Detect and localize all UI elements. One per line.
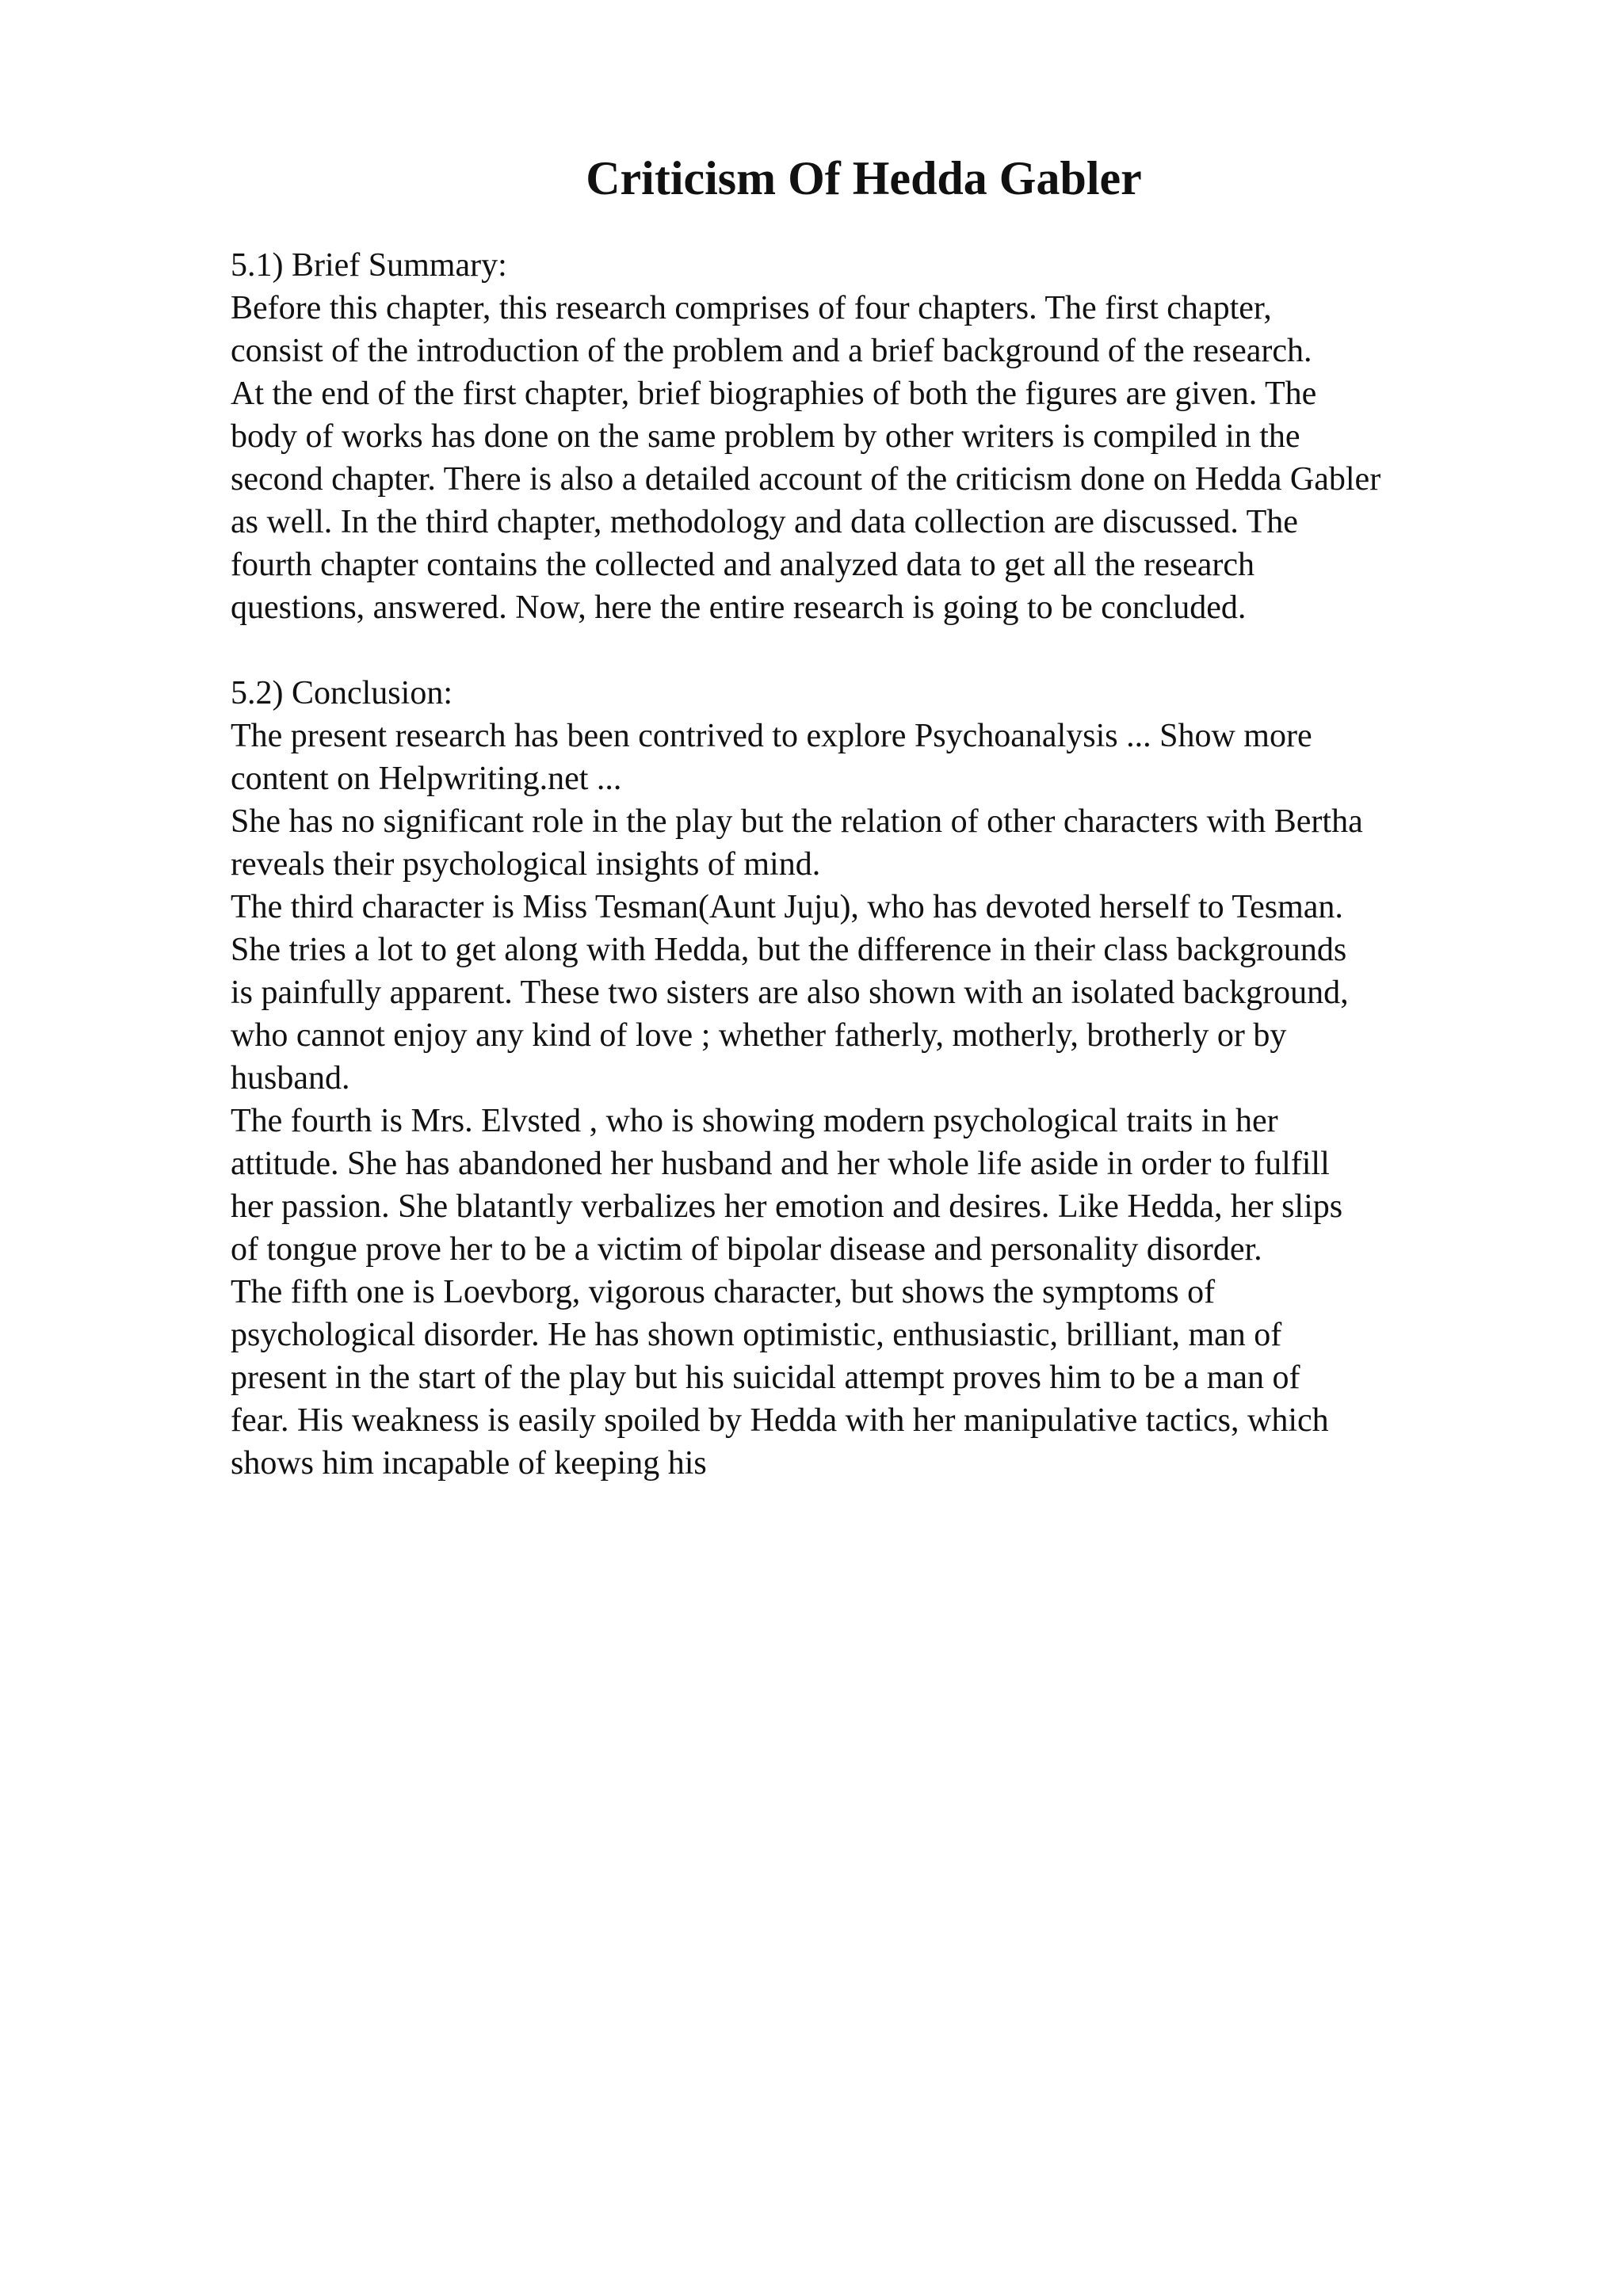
text-line: The fifth one is Loevborg, vigorous character, but shows the symptoms of (231, 1274, 1216, 1310)
section-heading-summary: 5.1) Brief Summary: (231, 247, 507, 284)
text-line: of tongue prove her to be a victim of bipolar disease and personality disorder. (231, 1231, 1262, 1268)
text-line: her passion. She blatantly verbalizes her emotion and desires. Like Hedda, her slips (231, 1188, 1343, 1225)
text-line: The fourth is Mrs. Elvsted , who is showing modern psychological traits in her (231, 1103, 1278, 1139)
text-line: is painfully apparent. These two sisters are also shown with an isolated background, (231, 974, 1349, 1011)
document-body (231, 244, 1594, 1485)
text-line: Before this chapter, this research comprises of four chapters. The first chapter, (231, 290, 1272, 326)
text-line: second chapter. There is also a detailed account of the criticism done on Hedda Gabler (231, 461, 1381, 498)
document-title: Criticism Of Hedda Gabler (586, 152, 1142, 204)
text-line: fear. His weakness is easily spoiled by Hedda with her manipulative tactics, which (231, 1402, 1329, 1439)
text-line: husband. (231, 1060, 350, 1097)
text-line: body of works has done on the same problem by other writers is compiled in the (231, 418, 1300, 455)
text-line: as well. In the third chapter, methodology and data collection are discussed. The (231, 504, 1298, 540)
text-line: The present research has been contrived to explore Psychoanalysis ... Show more (231, 718, 1312, 754)
text-line: questions, answered. Now, here the entire research is going to be concluded. (231, 589, 1247, 626)
text-line: shows him incapable of keeping his (231, 1445, 707, 1482)
text-line: At the end of the first chapter, brief biographies of both the figures are given. The (231, 376, 1317, 412)
paragraph-gap (231, 629, 1594, 672)
section-heading-conclusion: 5.2) Conclusion: (231, 675, 453, 711)
text-line: reveals their psychological insights of mind. (231, 846, 821, 883)
text-line: She has no significant role in the play but the relation of other characters with Bertha (231, 803, 1363, 840)
text-line: psychological disorder. He has shown optimistic, enthusiastic, brilliant, man of (231, 1317, 1282, 1353)
text-line: present in the start of the play but his suicidal attempt proves him to be a man of (231, 1360, 1300, 1396)
text-line: The third character is Miss Tesman(Aunt Juju), who has devoted herself to Tesman. (231, 889, 1343, 925)
text-line: fourth chapter contains the collected and analyzed data to get all the research (231, 547, 1255, 583)
text-line: She tries a lot to get along with Hedda, but the difference in their class backgrounds (231, 932, 1347, 968)
text-line: consist of the introduction of the problem and a brief background of the research. (231, 333, 1312, 369)
text-line: who cannot enjoy any kind of love ; whether fatherly, motherly, brotherly or by (231, 1017, 1287, 1054)
text-line: attitude. She has abandoned her husband and her whole life aside in order to fulfill (231, 1146, 1330, 1182)
text-line: content on Helpwriting.net ... (231, 761, 622, 797)
